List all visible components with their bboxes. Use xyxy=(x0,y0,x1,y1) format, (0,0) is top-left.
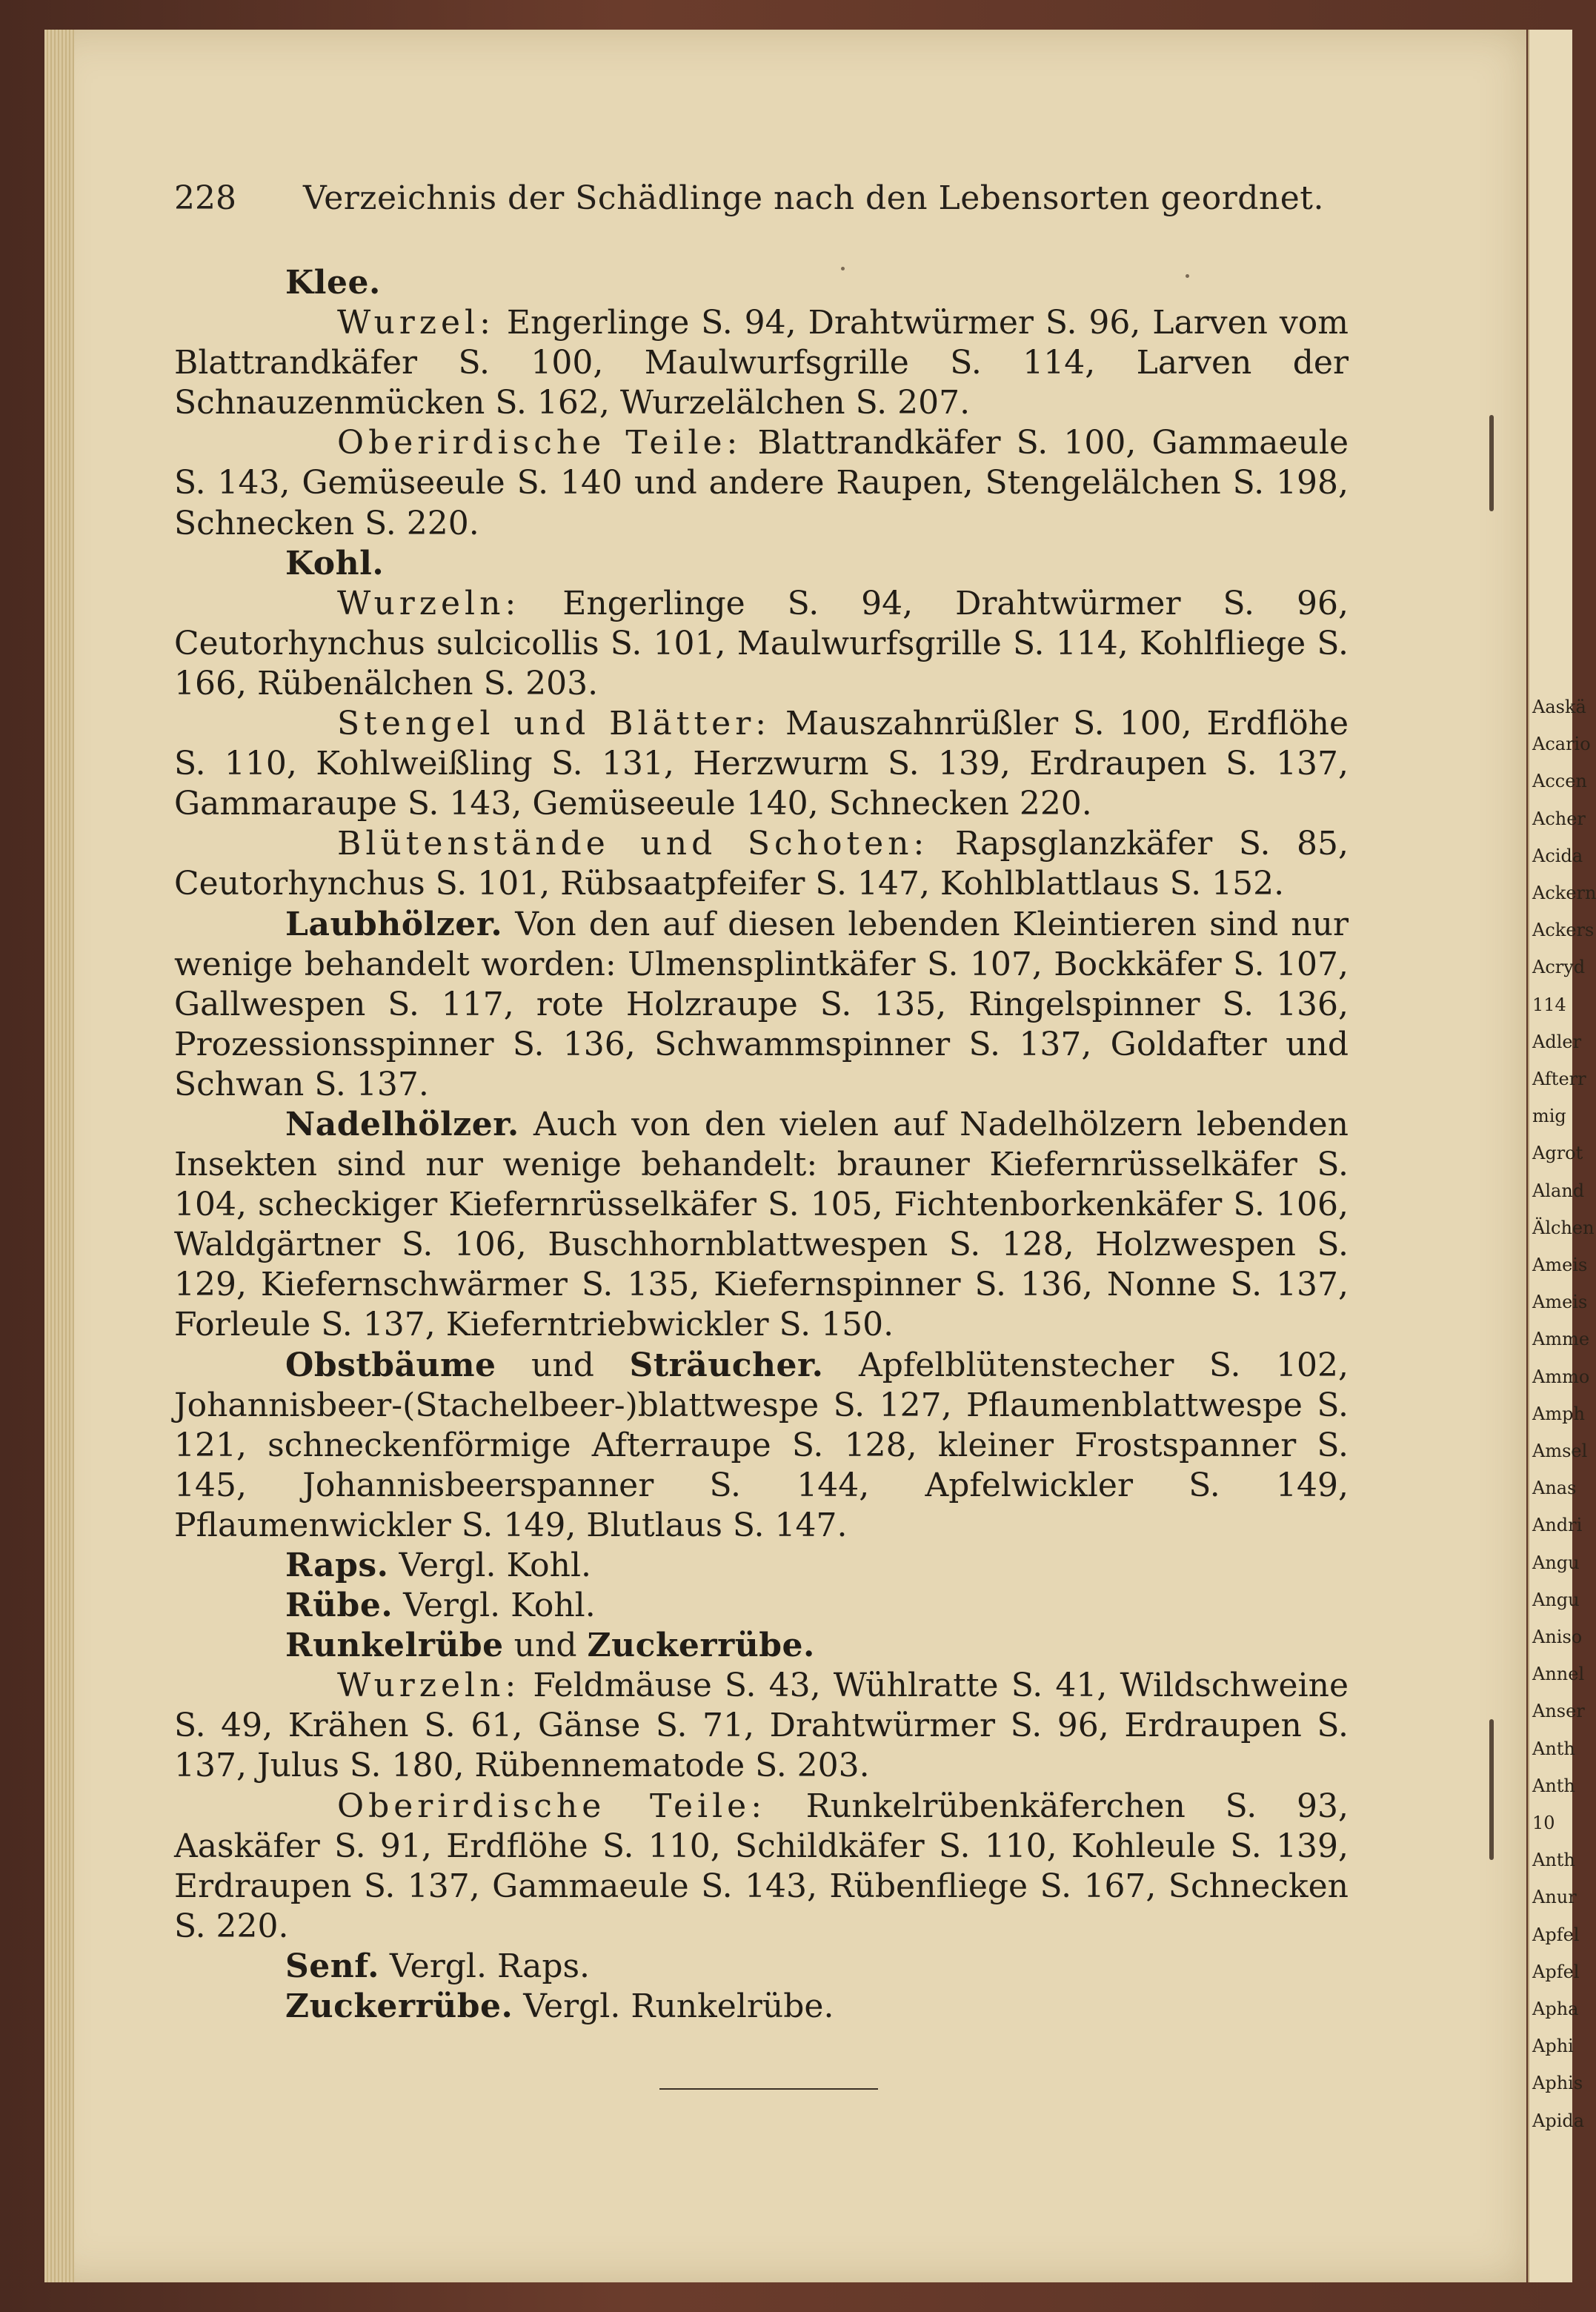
heading-connector: und xyxy=(503,1627,588,1665)
next-page-index-fragment: Anth xyxy=(1532,1775,1575,1796)
next-page-index-fragment: Apfel xyxy=(1532,1961,1580,1982)
entry-text: Engerlinge S. 94, Drahtwürmer S. 96, Larven vom Blattrandkäfer S. 100, Maulwurfsgrille S. 114, Larven der Schnauzenmücken S. 162, Wurzelälchen S. 207. xyxy=(174,304,1349,422)
next-page-index-fragment: Anth xyxy=(1532,1738,1575,1759)
entry-text: Engerlinge S. 94, Drahtwürmer S. 96, Ceutorhynchus sulcicollis S. 101, Maulwurfsgrille S. 114, Kohlfliege S. 166, Rübenälchen S. 203. xyxy=(174,584,1349,702)
page-edges xyxy=(44,30,74,2282)
entry-raps xyxy=(174,1546,1349,1586)
entry-text: Rapsglanzkäfer S. 85, Ceutorhynchus S. 101, Rübsaatpfeifer S. 147, Kohlblattlaus S. 152. xyxy=(174,825,1349,903)
entry-paragraph xyxy=(174,584,1349,704)
next-page-index-fragment: Anth xyxy=(1532,1850,1575,1871)
entry-paragraph xyxy=(174,824,1349,904)
margin-mark xyxy=(1489,415,1494,511)
next-page-index-fragment: Afterr xyxy=(1532,1069,1586,1089)
entry-paragraph xyxy=(174,704,1349,824)
paper-speck xyxy=(841,267,845,270)
next-page-index-fragment: Älchen xyxy=(1532,1217,1595,1238)
next-page-index-fragment: Accen xyxy=(1532,771,1587,792)
next-page-index-fragment: Acario xyxy=(1532,734,1591,755)
next-page-index-fragment: Andri xyxy=(1532,1515,1583,1536)
heading-connector: und xyxy=(496,1346,630,1384)
running-header xyxy=(174,179,1324,217)
section-label: Oberirdische Teile: xyxy=(337,424,742,462)
entry-text: Apfelblütenstecher S. 102, Johannisbeer-(Stachelbeer-)blattwespe S. 127, Pflaumenblattwespe S. 121, schneckenförmige Afterraupe S. 128, kleiner Frostspanner S. 145, Johannisbeerspanner S. 144, Apfelwickler S. 149, Pflaumenwickler S. 149, Blutlaus S. 147. xyxy=(174,1346,1349,1544)
entry-heading: Kohl. xyxy=(285,544,385,582)
section-label: Wurzeln: xyxy=(337,1667,521,1705)
entry-nadelhoelzer xyxy=(174,1105,1349,1346)
next-page-index-fragment: Ameis xyxy=(1532,1292,1588,1313)
section-label: Wurzeln: xyxy=(337,584,521,622)
section-label: Blütenstände und Schoten: xyxy=(337,825,929,863)
entry-text: Auch von den vielen auf Nadelhölzern lebenden Insekten sind nur wenige behandelt: brauner Kiefernrüsselkäfer S. 104, scheckiger Kiefernrüsselkäfer S. 105, Fichtenborkenkäfer S. 106, Waldgärtner S. 106, Buschhornblattwespen S. 128, Holzwespen S. 129, Kiefernschwärmer S. 135, Kiefernspinner S. 136, Nonne S. 137, Forleule S. 137, Kieferntriebwickler S. 150. xyxy=(174,1105,1349,1344)
next-page-index-fragment: Amsel xyxy=(1532,1441,1588,1461)
next-page-index-fragment: Acida xyxy=(1532,845,1583,866)
entry-text: Vergl. Kohl. xyxy=(393,1587,596,1625)
section-label: Wurzel: xyxy=(337,304,495,342)
entry-klee xyxy=(174,263,1349,303)
next-page-index-fragment: Acryd xyxy=(1532,957,1586,978)
entry-heading: Raps. xyxy=(285,1547,389,1584)
entry-heading: Nadelhölzer. xyxy=(285,1105,519,1143)
next-page-index-fragment: mig xyxy=(1532,1106,1566,1127)
next-page-index-fragment: Angu xyxy=(1532,1589,1580,1610)
next-page-index-fragment: Annel xyxy=(1532,1664,1585,1685)
next-page-index-fragment: 114 xyxy=(1532,994,1566,1015)
entry-text: Vergl. Kohl. xyxy=(388,1547,592,1584)
next-page-index-fragment: Acher xyxy=(1532,808,1586,829)
running-title: Verzeichnis der Schädlinge nach den Lebensorten geordnet. xyxy=(303,179,1324,217)
section-label: Oberirdische Teile: xyxy=(337,1787,767,1825)
next-page-index-fragment: Agrot xyxy=(1532,1143,1583,1164)
entry-kohl xyxy=(174,544,1349,584)
next-page-index-fragment: Apfel xyxy=(1532,1924,1580,1945)
next-page-index-fragment: Aaskä xyxy=(1532,697,1586,717)
entry-text: Blattrandkäfer S. 100, Gammaeule S. 143, Gemüseeule S. 140 und andere Raupen, Stengelälchen S. 198, Schnecken S. 220. xyxy=(174,424,1349,542)
next-page-index-fragment: Anur xyxy=(1532,1887,1577,1908)
next-page-index-fragment: Aniso xyxy=(1532,1627,1583,1647)
entry-runkelruebe xyxy=(174,1626,1349,1666)
entry-text: Von den auf diesen lebenden Kleintieren sind nur wenige behandelt worden: Ulmensplintkäfer S. 107, Bockkäfer S. 107, Gallwespen S. 117, rote Holzraupe S. 135, Ringelspinner S. 136, Prozessionsspinner S. 136, Schwammspinner S. 137, Goldafter und Schwan S. 137. xyxy=(174,905,1349,1103)
entry-text: Vergl. Raps. xyxy=(379,1947,591,1985)
entry-ruebe xyxy=(174,1586,1349,1626)
next-page-index-fragment: Amme xyxy=(1532,1329,1590,1350)
next-page-index-fragment: Apha xyxy=(1532,1999,1579,2019)
entry-paragraph xyxy=(174,1666,1349,1786)
next-page-index-strip xyxy=(1528,30,1596,2282)
page-number: 228 xyxy=(174,179,236,217)
entry-text: Feldmäuse S. 43, Wühlratte S. 41, Wildschweine S. 49, Krähen S. 61, Gänse S. 71, Drahtwürmer S. 96, Erdraupen S. 137, Julus S. 180, Rübennematode S. 203. xyxy=(174,1667,1349,1785)
entry-laubhoelzer xyxy=(174,905,1349,1105)
next-page-index-fragment: Ameis xyxy=(1532,1255,1588,1275)
next-page-index-fragment: Ackers xyxy=(1532,920,1595,941)
entry-text: Vergl. Runkelrübe. xyxy=(513,1987,834,2026)
entry-heading: Zuckerrübe. xyxy=(587,1627,815,1665)
entry-heading: Senf. xyxy=(285,1947,379,1985)
section-label: Stengel und Blätter: xyxy=(337,705,771,743)
next-page-index-fragment: Aland xyxy=(1532,1180,1585,1201)
entry-heading: Laubhölzer. xyxy=(285,905,503,943)
entry-heading: Zuckerrübe. xyxy=(285,1987,513,2026)
next-page-index-fragment: Adler xyxy=(1532,1031,1582,1052)
index-content xyxy=(174,263,1349,2027)
next-page-index-fragment: Apida xyxy=(1532,2110,1585,2131)
entry-paragraph xyxy=(174,423,1349,543)
next-page-index-fragment: Anser xyxy=(1532,1701,1585,1722)
entry-text: Runkelrübenkäferchen S. 93, Aaskäfer S. 91, Erdflöhe S. 110, Schildkäfer S. 110, Kohleule S. 139, Erdraupen S. 137, Gammaeule S. 143, Rübenfliege S. 167, Schnecken S. 220. xyxy=(174,1787,1349,1945)
entry-heading: Sträucher. xyxy=(629,1346,824,1384)
next-page-index-fragment: 10 xyxy=(1532,1813,1555,1833)
entry-paragraph xyxy=(174,303,1349,423)
entry-paragraph xyxy=(174,1787,1349,1947)
entry-obstbaeume xyxy=(174,1346,1349,1546)
end-rule xyxy=(659,2088,878,2090)
entry-senf xyxy=(174,1947,1349,1987)
next-page-index-fragment: Anas xyxy=(1532,1478,1577,1499)
entry-text: Mauszahnrüßler S. 100, Erdflöhe S. 110, Kohlweißling S. 131, Herzwurm S. 139, Erdraupen S. 137, Gammaraupe S. 143, Gemüseeule 140, Schnecken 220. xyxy=(174,705,1349,823)
next-page-index-fragment: Aphi xyxy=(1532,2036,1574,2057)
next-page-index-fragment: Amph xyxy=(1532,1403,1585,1424)
paper-speck xyxy=(1186,274,1189,278)
next-page-index-fragment: Angu xyxy=(1532,1552,1580,1573)
entry-zuckerruebe xyxy=(174,1987,1349,2027)
entry-heading: Rübe. xyxy=(285,1587,393,1625)
entry-heading: Obstbäume xyxy=(285,1346,496,1384)
next-page-index-fragment: Ackern xyxy=(1532,883,1596,903)
next-page-index-fragment: Aphis xyxy=(1532,2073,1583,2094)
entry-heading: Runkelrübe xyxy=(285,1627,504,1665)
next-page-index-fragment: Ammo xyxy=(1532,1366,1590,1387)
margin-mark xyxy=(1489,1719,1494,1860)
entry-heading: Klee. xyxy=(285,264,381,302)
